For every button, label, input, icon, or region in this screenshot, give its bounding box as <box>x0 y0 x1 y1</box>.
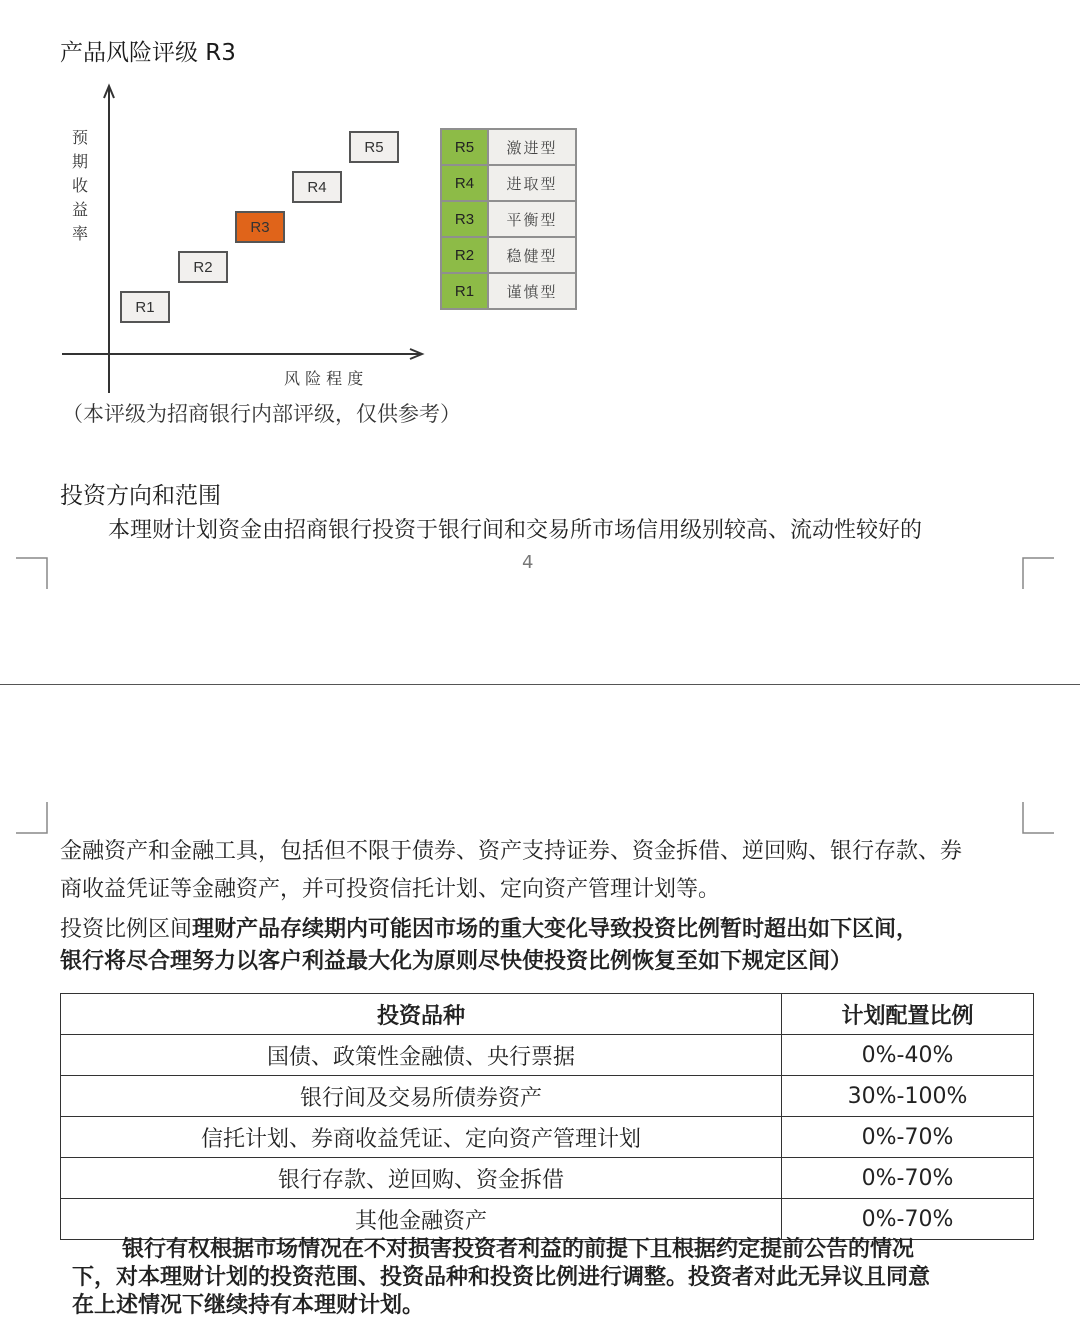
legend-type: 进取型 <box>488 165 576 201</box>
corner-mark-bottom-left <box>16 557 48 589</box>
closing-line-3: 在上述情况下继续持有本理财计划。 <box>72 1293 425 1318</box>
page-number: 4 <box>522 552 534 573</box>
y-label-char: 益 <box>71 200 88 219</box>
ratio-intro <box>60 914 918 946</box>
table-cell: 0%-70% <box>782 1158 1034 1199</box>
x-axis-label: 风 险 程 度 <box>284 369 364 388</box>
table-cell: 0%-40% <box>782 1035 1034 1076</box>
table-cell: 信托计划、券商收益凭证、定向资产管理计划 <box>61 1117 782 1158</box>
table-cell: 银行间及交易所债券资产 <box>61 1076 782 1117</box>
legend-type: 平衡型 <box>488 201 576 237</box>
table-header-row <box>61 994 1034 1035</box>
legend-level: R3 <box>441 201 488 237</box>
risk-level-r2: R2 <box>178 251 228 283</box>
table-cell: 其他金融资产 <box>61 1199 782 1240</box>
table-row <box>61 1035 1034 1076</box>
table-row <box>61 1158 1034 1199</box>
legend-type: 激进型 <box>488 129 576 165</box>
corner-mark-bottom-right <box>1022 557 1054 589</box>
y-label-char: 预 <box>71 128 88 147</box>
closing-line-2: 下，对本理财计划的投资范围、投资品种和投资比例进行调整。投资者对此无异议且同意 <box>72 1265 931 1290</box>
ratio-prefix: 投资比例区间 <box>60 917 193 942</box>
allocation-table <box>60 993 1034 1240</box>
rating-note: （本评级为招商银行内部评级，仅供参考） <box>62 402 461 426</box>
table-row <box>61 1117 1034 1158</box>
risk-legend-table <box>440 128 577 310</box>
table-cell: 国债、政策性金融债、央行票据 <box>61 1035 782 1076</box>
legend-row <box>441 129 576 165</box>
page-title: 产品风险评级 R3 <box>60 40 236 66</box>
page-separator <box>0 684 1080 685</box>
legend-row <box>441 273 576 309</box>
ratio-bold-line-2: 银行将尽合理努力以客户利益最大化为原则尽快使投资比例恢复至如下规定区间） <box>60 949 853 974</box>
section-heading: 投资方向和范围 <box>60 483 221 509</box>
table-header: 投资品种 <box>61 994 782 1035</box>
legend-level: R4 <box>441 165 488 201</box>
paragraph-start: 本理财计划资金由招商银行投资于银行间和交易所市场信用级别较高、流动性较好的 <box>108 518 923 543</box>
table-cell: 30%-100% <box>782 1076 1034 1117</box>
table-cell: 0%-70% <box>782 1117 1034 1158</box>
legend-level: R5 <box>441 129 488 165</box>
corner-mark-top-left <box>16 802 48 834</box>
y-label-char: 期 <box>71 152 88 171</box>
legend-level: R1 <box>441 273 488 309</box>
risk-level-r5: R5 <box>349 131 399 163</box>
y-label-char: 收 <box>71 176 88 195</box>
risk-level-r3-highlighted: R3 <box>235 211 285 243</box>
legend-row <box>441 237 576 273</box>
legend-level: R2 <box>441 237 488 273</box>
legend-row <box>441 201 576 237</box>
ratio-bold-line-1: 理财产品存续期内可能因市场的重大变化导致投资比例暂时超出如下区间， <box>192 917 919 942</box>
risk-level-r4: R4 <box>292 171 342 203</box>
closing-line-1: 银行有权根据市场情况在不对损害投资者利益的前提下且根据约定提前公告的情况 <box>122 1237 915 1262</box>
paragraph-line-1: 金融资产和金融工具，包括但不限于债券、资产支持证券、资金拆借、逆回购、银行存款、券 <box>60 839 963 864</box>
table-row <box>61 1199 1034 1240</box>
table-cell: 0%-70% <box>782 1199 1034 1240</box>
y-axis-label <box>70 126 90 246</box>
corner-mark-top-right <box>1022 802 1054 834</box>
paragraph-line-2: 商收益凭证等金融资产，并可投资信托计划、定向资产管理计划等。 <box>60 877 721 902</box>
table-cell: 银行存款、逆回购、资金拆借 <box>61 1158 782 1199</box>
table-header: 计划配置比例 <box>782 994 1034 1035</box>
y-label-char: 率 <box>71 224 88 243</box>
legend-type: 谨慎型 <box>488 273 576 309</box>
table-row <box>61 1076 1034 1117</box>
legend-row <box>441 165 576 201</box>
risk-level-r1: R1 <box>120 291 170 323</box>
legend-type: 稳健型 <box>488 237 576 273</box>
